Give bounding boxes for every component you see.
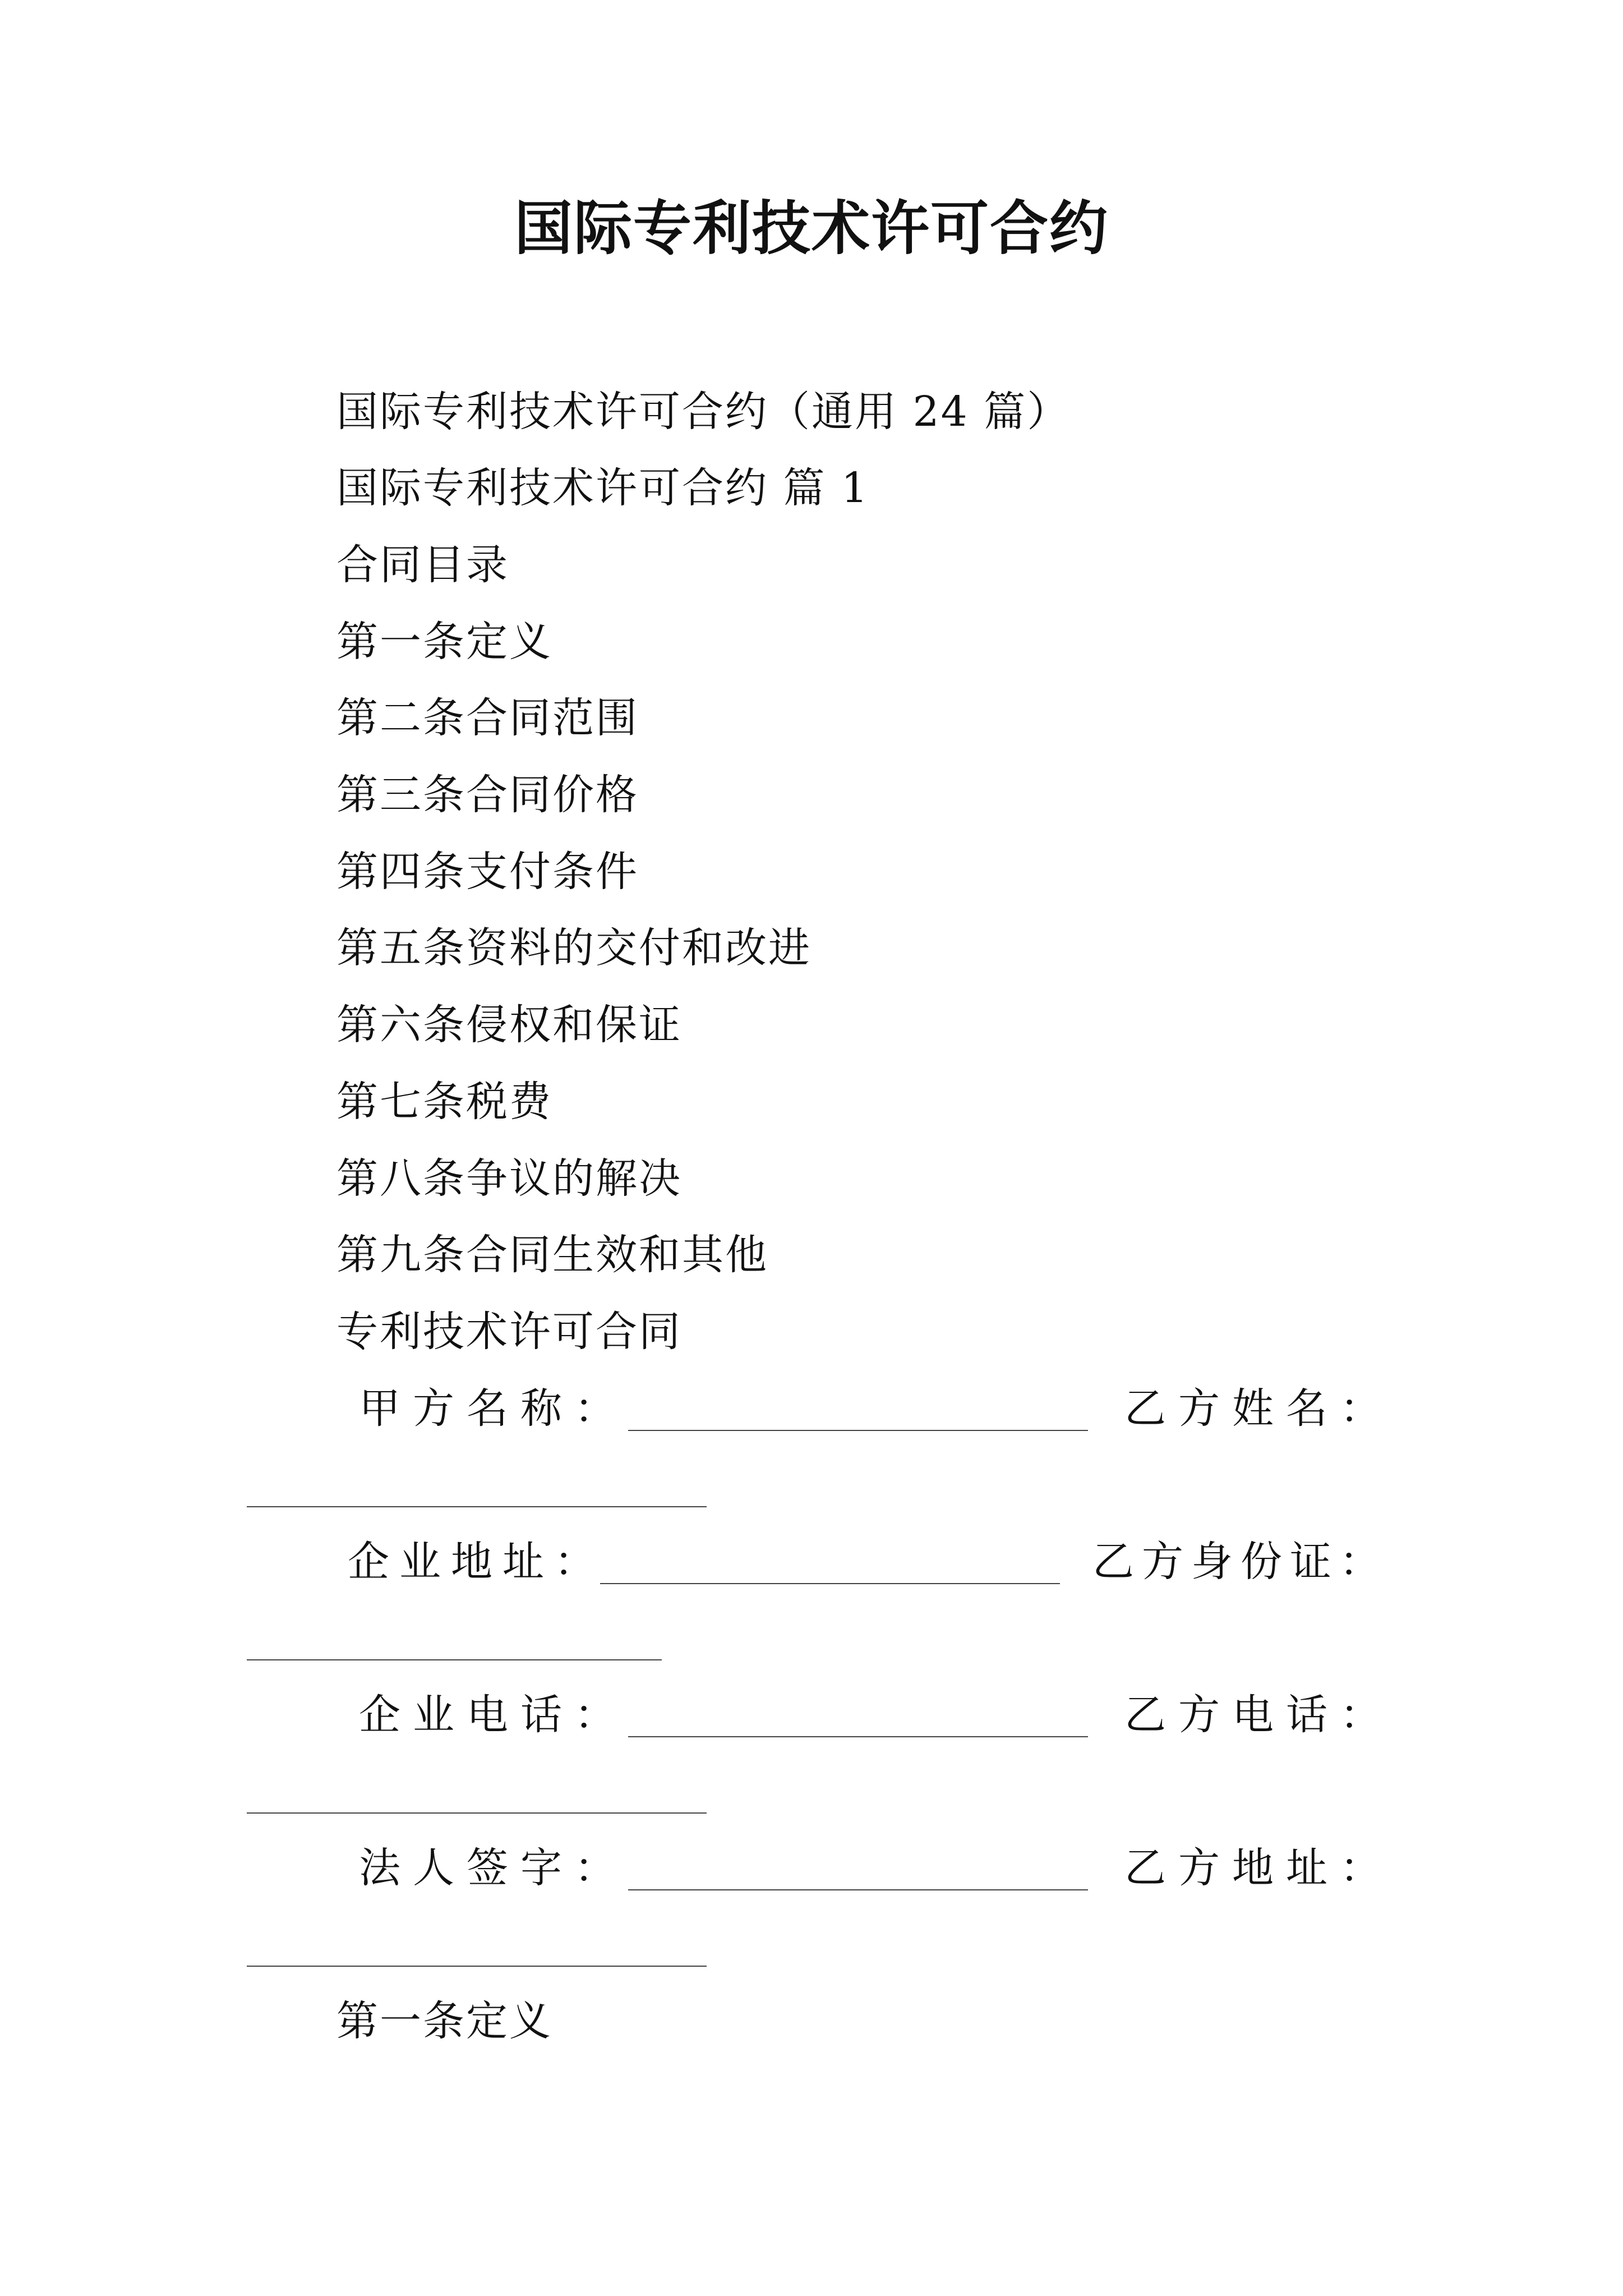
party-b-name-label: 乙方姓名： <box>1124 1384 1394 1433</box>
party-b-id-label: 乙方身份证： <box>1092 1538 1389 1586</box>
contents-item: 第六条侵权和保证 <box>336 1001 682 1049</box>
contents-item: 第一条定义 <box>336 618 552 666</box>
contents-item: 第九条合同生效和其他 <box>336 1231 768 1279</box>
contents-item: 第七条税费 <box>336 1078 552 1126</box>
company-address-label: 企业地址： <box>348 1538 606 1586</box>
party-b-address-blank <box>247 1966 707 1967</box>
contents-item: 第五条资料的交付和改进 <box>336 924 811 972</box>
contract-heading: 专利技术许可合同 <box>336 1308 682 1356</box>
party-b-address-label: 乙方地址： <box>1124 1844 1394 1892</box>
contents-item: 第二条合同范围 <box>336 694 639 742</box>
party-field-row <box>0 1537 1623 1593</box>
document-title: 国际专利技术许可合约 <box>514 194 1109 263</box>
contents-item: 第三条合同价格 <box>336 771 639 819</box>
party-field-row <box>0 1690 1623 1746</box>
party-b-phone-label: 乙方电话： <box>1124 1691 1394 1739</box>
party-b-id-blank <box>247 1659 662 1660</box>
party-field-row <box>0 1843 1623 1899</box>
company-phone-blank <box>628 1736 1088 1737</box>
article-heading: 第一条定义 <box>336 1997 552 2045</box>
legal-signature-blank <box>628 1889 1088 1890</box>
contents-item: 第八条争议的解决 <box>336 1154 682 1203</box>
section-heading: 国际专利技术许可合约 篇 1 <box>336 464 870 512</box>
company-phone-label: 企业电话： <box>359 1691 628 1739</box>
legal-signature-label: 法人签字： <box>359 1844 628 1892</box>
contents-item: 第四条支付条件 <box>336 848 639 896</box>
party-a-name-blank <box>628 1430 1088 1431</box>
company-address-blank <box>600 1583 1060 1584</box>
subtitle-line: 国际专利技术许可合约（通用 24 篇） <box>336 388 1071 436</box>
party-b-name-blank <box>247 1506 707 1507</box>
party-b-phone-blank <box>247 1812 707 1814</box>
party-a-name-label: 甲方名称： <box>359 1384 628 1433</box>
party-field-row <box>0 1384 1623 1440</box>
contents-heading: 合同目录 <box>336 541 509 589</box>
